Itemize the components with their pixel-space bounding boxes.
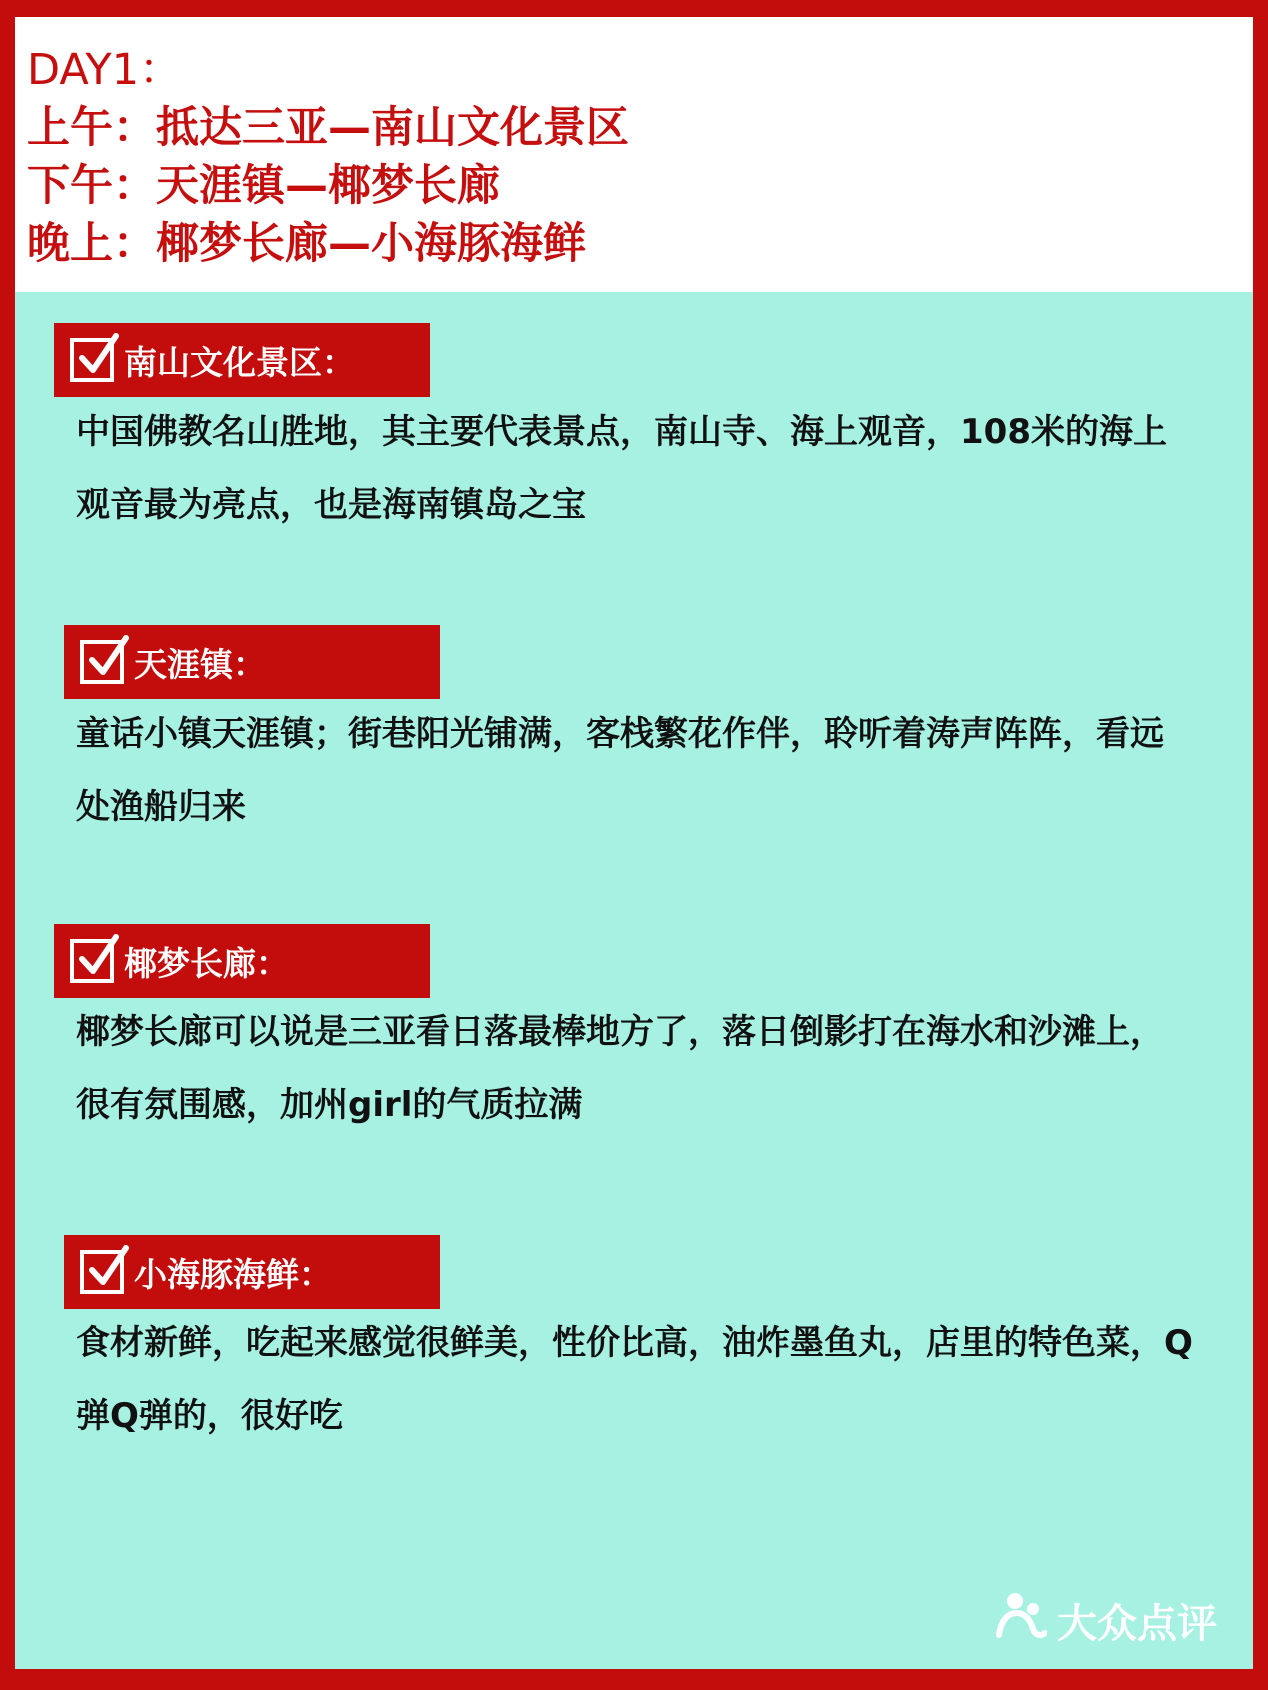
section-title: 小海豚海鲜： xyxy=(134,1254,332,1294)
day-title: DAY1： xyxy=(27,45,183,95)
section-tag xyxy=(54,924,430,998)
evening-line: 晚上：椰梦长廊—小海豚海鲜 xyxy=(27,219,586,269)
section-body: 中国佛教名山胜地，其主要代表景点，南山寺、海上观音，108米的海上观音最为亮点，也是海南镇岛之宝 xyxy=(76,412,1167,525)
section-title: 南山文化景区： xyxy=(124,342,355,382)
checkbox-icon xyxy=(70,939,114,983)
content-panel xyxy=(15,292,1253,1669)
section-tag xyxy=(54,323,430,397)
checkbox-icon xyxy=(80,640,124,684)
checkbox-icon xyxy=(70,338,114,382)
checkbox-icon xyxy=(80,1250,124,1294)
watermark-text: 大众点评 xyxy=(1057,1600,1217,1647)
dianping-logo-icon xyxy=(995,1589,1047,1651)
section-tag xyxy=(64,625,440,699)
section-title: 天涯镇： xyxy=(134,644,266,684)
section-body: 童话小镇天涯镇；街巷阳光铺满，客栈繁花作伴，聆听着涛声阵阵，看远处渔船归来 xyxy=(76,714,1164,827)
section-body: 食材新鲜，吃起来感觉很鲜美，性价比高，油炸墨鱼丸，店里的特色菜，Q弹Q弹的，很好吃 xyxy=(76,1323,1193,1436)
section-title: 椰梦长廊： xyxy=(124,943,289,983)
section-tag xyxy=(64,1235,440,1309)
afternoon-line: 下午：天涯镇—椰梦长廊 xyxy=(27,161,500,211)
itinerary-header xyxy=(15,17,1253,292)
section-body: 椰梦长廊可以说是三亚看日落最棒地方了，落日倒影打在海水和沙滩上，很有氛围感，加州girl的气质拉满 xyxy=(76,1012,1164,1125)
morning-line: 上午：抵达三亚—南山文化景区 xyxy=(27,103,629,153)
dianping-watermark xyxy=(995,1589,1217,1651)
